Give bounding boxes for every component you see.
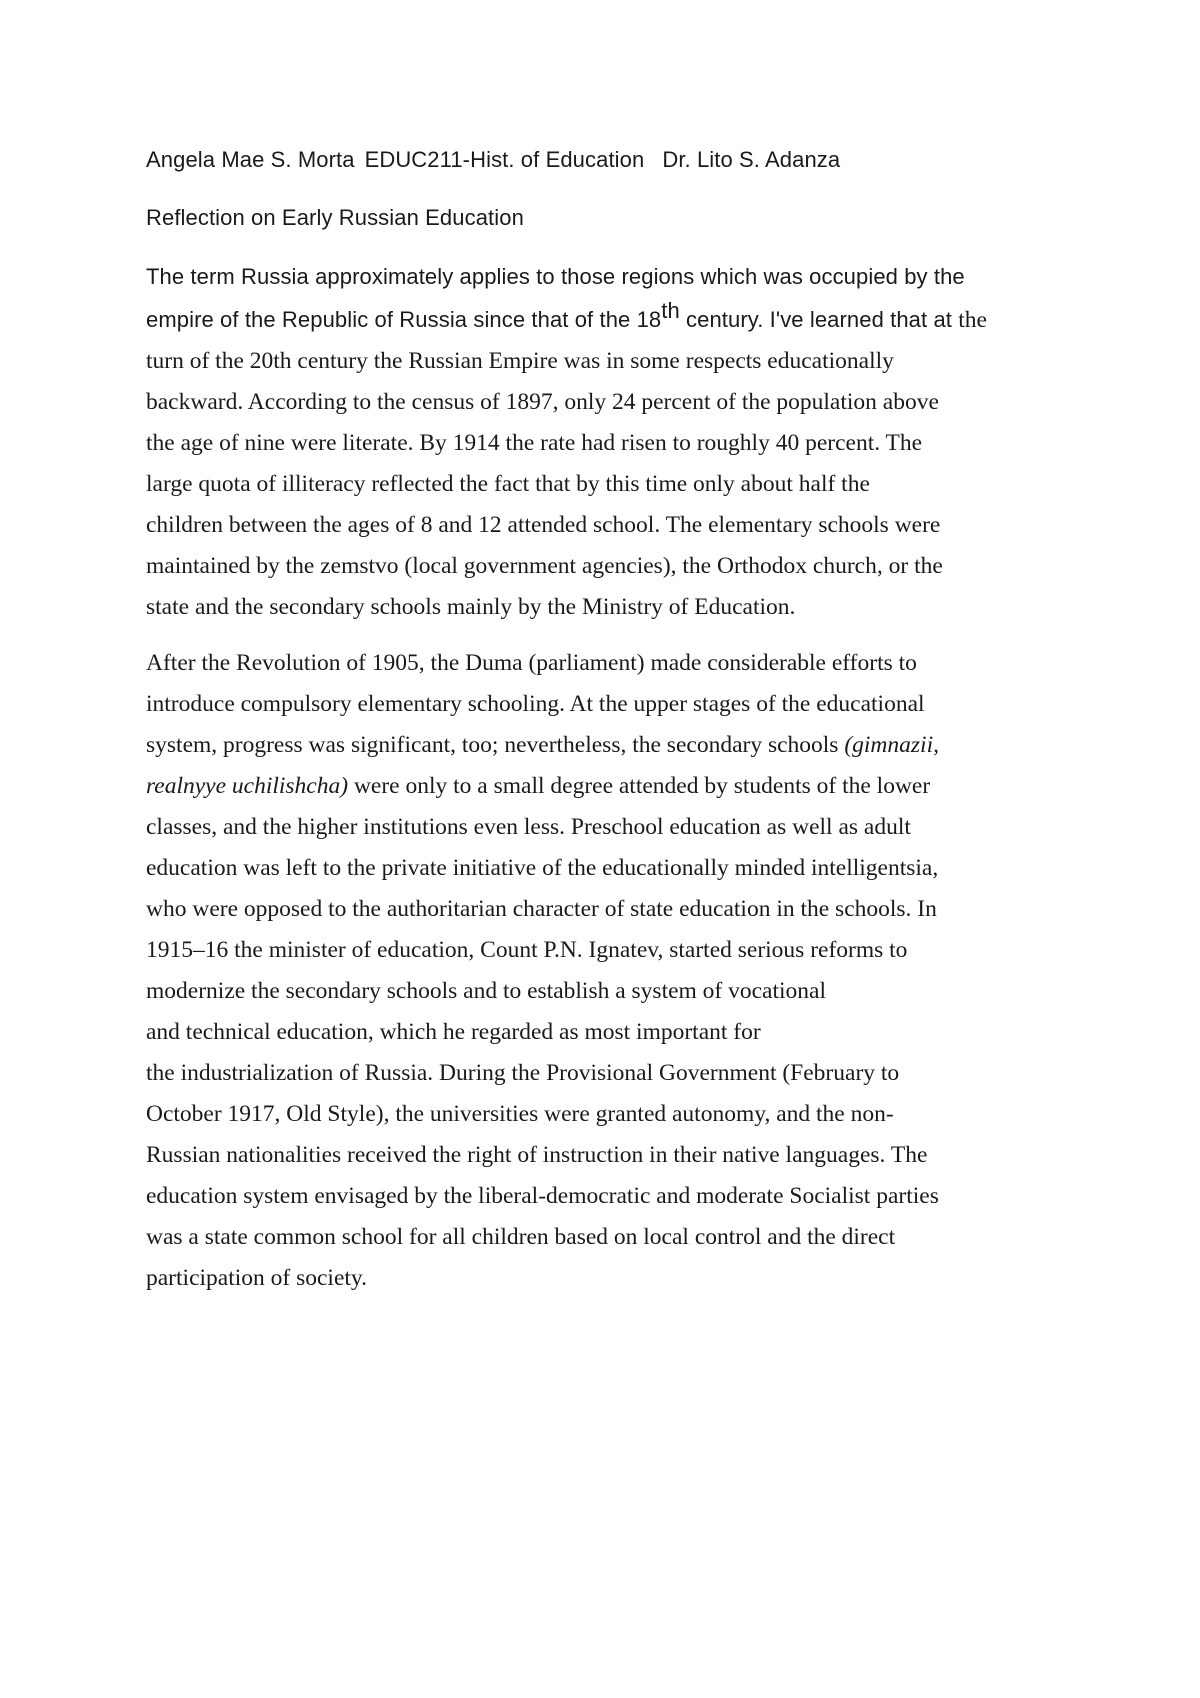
- paragraph-line: classes, and the higher institutions even less. Preschool education as well as adult: [146, 814, 911, 840]
- italic-term: (gimnazii,: [844, 732, 939, 758]
- paragraph-line: turn of the 20th century the Russian Empire was in some respects educationally: [146, 348, 894, 374]
- paragraph-line: 1915–16 the minister of education, Count P.N. Ignatev, started serious reforms to: [146, 937, 908, 963]
- paragraph-line: The term Russia approximately applies to those regions which was occupied by the: [146, 264, 965, 289]
- paragraph-line: October 1917, Old Style), the universities were granted autonomy, and the non-: [146, 1101, 894, 1127]
- paragraph-line: who were opposed to the authoritarian character of state education in the schools. In: [146, 896, 937, 922]
- header-line: [146, 145, 840, 175]
- paragraph-line: large quota of illiteracy reflected the fact that by this time only about half the: [146, 471, 870, 497]
- text-run: century. I've learned that at: [679, 307, 959, 332]
- course-name: EDUC211-Hist. of Education: [364, 147, 645, 172]
- paragraph-line: [146, 771, 930, 801]
- italic-term: realnyye uchilishcha): [146, 773, 349, 799]
- paragraph-line: modernize the secondary schools and to establish a system of vocational: [146, 978, 827, 1004]
- paragraph-line: was a state common school for all children based on local control and the direct: [146, 1224, 896, 1250]
- text-run: were only to a small degree attended by students of the lower: [348, 773, 931, 799]
- paragraph-line: After the Revolution of 1905, the Duma (parliament) made considerable efforts to: [146, 650, 917, 676]
- paragraph-line: the industrialization of Russia. During the Provisional Government (February to: [146, 1060, 900, 1086]
- paragraph-line: and technical education, which he regarded as most important for: [146, 1019, 761, 1045]
- superscript: th: [661, 298, 680, 323]
- instructor-name: Dr. Lito S. Adanza: [662, 147, 841, 172]
- paragraph-line: Russian nationalities received the right of instruction in their native languages. The: [146, 1142, 928, 1168]
- author-name: Angela Mae S. Morta: [146, 147, 355, 172]
- paragraph-line: [146, 298, 987, 335]
- paragraph-line: children between the ages of 8 and 12 attended school. The elementary schools were: [146, 512, 941, 538]
- paragraph-line: maintained by the zemstvo (local government agencies), the Orthodox church, or the: [146, 553, 943, 579]
- paragraph-line: the age of nine were literate. By 1914 the rate had risen to roughly 40 percent. The: [146, 430, 923, 456]
- paragraph-line: introduce compulsory elementary schooling. At the upper stages of the educational: [146, 691, 925, 717]
- paragraph-line: education system envisaged by the liberal-democratic and moderate Socialist parties: [146, 1183, 939, 1209]
- paragraph-line: [146, 730, 939, 760]
- paragraph-line: participation of society.: [146, 1265, 368, 1291]
- document-title: Reflection on Early Russian Education: [146, 205, 524, 230]
- paragraph-line: state and the secondary schools mainly by the Ministry of Education.: [146, 594, 796, 620]
- text-run: the: [958, 307, 987, 333]
- text-run: empire of the Republic of Russia since that of the 18: [146, 307, 662, 332]
- text-run: system, progress was significant, too; nevertheless, the secondary schools: [146, 732, 845, 758]
- paragraph-line: backward. According to the census of 1897, only 24 percent of the population above: [146, 389, 939, 415]
- paragraph-line: education was left to the private initiative of the educationally minded intelligentsia,: [146, 855, 939, 881]
